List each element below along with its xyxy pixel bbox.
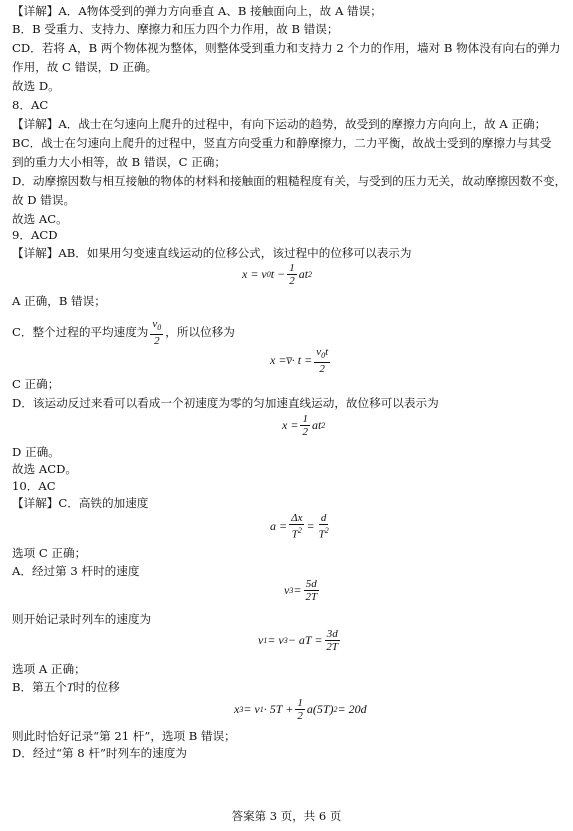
text-line: 【详解】A．A物体受到的弹力方向垂直 A、B 接触面向上，故 A 错误； [12,4,382,18]
text-line: A．经过第 3 杆时的速度 [12,564,140,578]
text-line: D 正确。 [12,445,60,459]
text-line: A 正确，B 错误； [12,294,106,308]
equation-displacement-avg: x = v̅ · t = $\frac{v_0t}{2}$ [270,346,329,376]
equation-acceleration: a = $\frac{\Delta x}{T^2}$ = $\frac{d}{T^2}$ [270,512,329,541]
text-line: 【详解】AB．如果用匀变速直线运动的位移公式，该过程中的位移可以表示为 [12,246,412,260]
page-footer: 答案第 3 页，共 6 页 [231,809,342,823]
text-line: 故选 AC。 [12,212,68,226]
text-line: 选项 A 正确； [12,662,86,676]
text-line: 作用，故 C 错误，D 正确。 [12,60,158,74]
text-line: 故选 ACD。 [12,462,78,476]
text-line: 【详解】C．高铁的加速度 [12,496,149,510]
equation-avg-velocity: $\frac{v_0}{2}$ [152,318,162,348]
text-line: B．B 受重力、支持力、摩擦力和压力四个力作用，故 B 错误； [12,22,339,36]
text-line: 则开始记录时列车的速度为 [12,612,152,626]
text-line: 10．AC [12,479,56,493]
text-line: B．第五个T时的位移 [12,680,120,694]
equation-x3: x 3 = v 1 · 5T + $\frac{1}{2}$ a(5T) 2 = 20d [234,697,367,722]
text-line: D．动摩擦因数与相互接触的物体的材料和接触面的粗糙程度有关，与受到的压力无关，故动摩擦因数不变， [12,174,567,188]
text-line: D．经过“第 8 杆”时列车的速度为 [12,746,188,760]
text-line: 则此时恰好记录“第 21 杆”，选项 B 错误； [12,729,236,743]
text-line: 9．ACD [12,228,58,242]
text-line: 选项 C 正确； [12,546,87,560]
text-line: 故选 D。 [12,79,60,93]
equation-displacement-reverse: x = $\frac{1}{2}$ at 2 [282,413,326,438]
text-line: 【详解】A．战士在匀速向上爬升的过程中，有向下运动的趋势，故受到的摩擦力方向向上，故 A 正确； [12,117,547,131]
text-line: 故 D 错误。 [12,193,76,207]
equation-v3: v 3 = $\frac{5d}{2T}$ [284,578,318,603]
text-line: BC．战士在匀速向上爬升的过程中，竖直方向受重力和静摩擦力，二力平衡，故战士受到的摩擦力与其受 [12,136,552,150]
text-line: C．整个过程的平均速度为 $\frac{v_0}{2}$ ，所以位移为 [12,318,235,348]
equation-v1: v 1 = v 3 − aT = $\frac{3d}{2T}$ [258,628,339,653]
text-line: 到的重力大小相等，故 B 错误，C 正确； [12,155,226,169]
equation-displacement: x = v 0 t − $\frac{1}{2}$ at 2 [242,262,313,287]
text-line: CD．若将 A，B 两个物体视为整体，则整体受到重力和支持力 2 个力的作用，墙对 B 物体没有向右的弹力 [12,41,561,55]
text-line: 8．AC [12,98,49,112]
text-line: D．该运动反过来看可以看成一个初速度为零的匀加速直线运动，故位移可以表示为 [12,396,439,410]
text-line: C 正确； [12,377,60,391]
